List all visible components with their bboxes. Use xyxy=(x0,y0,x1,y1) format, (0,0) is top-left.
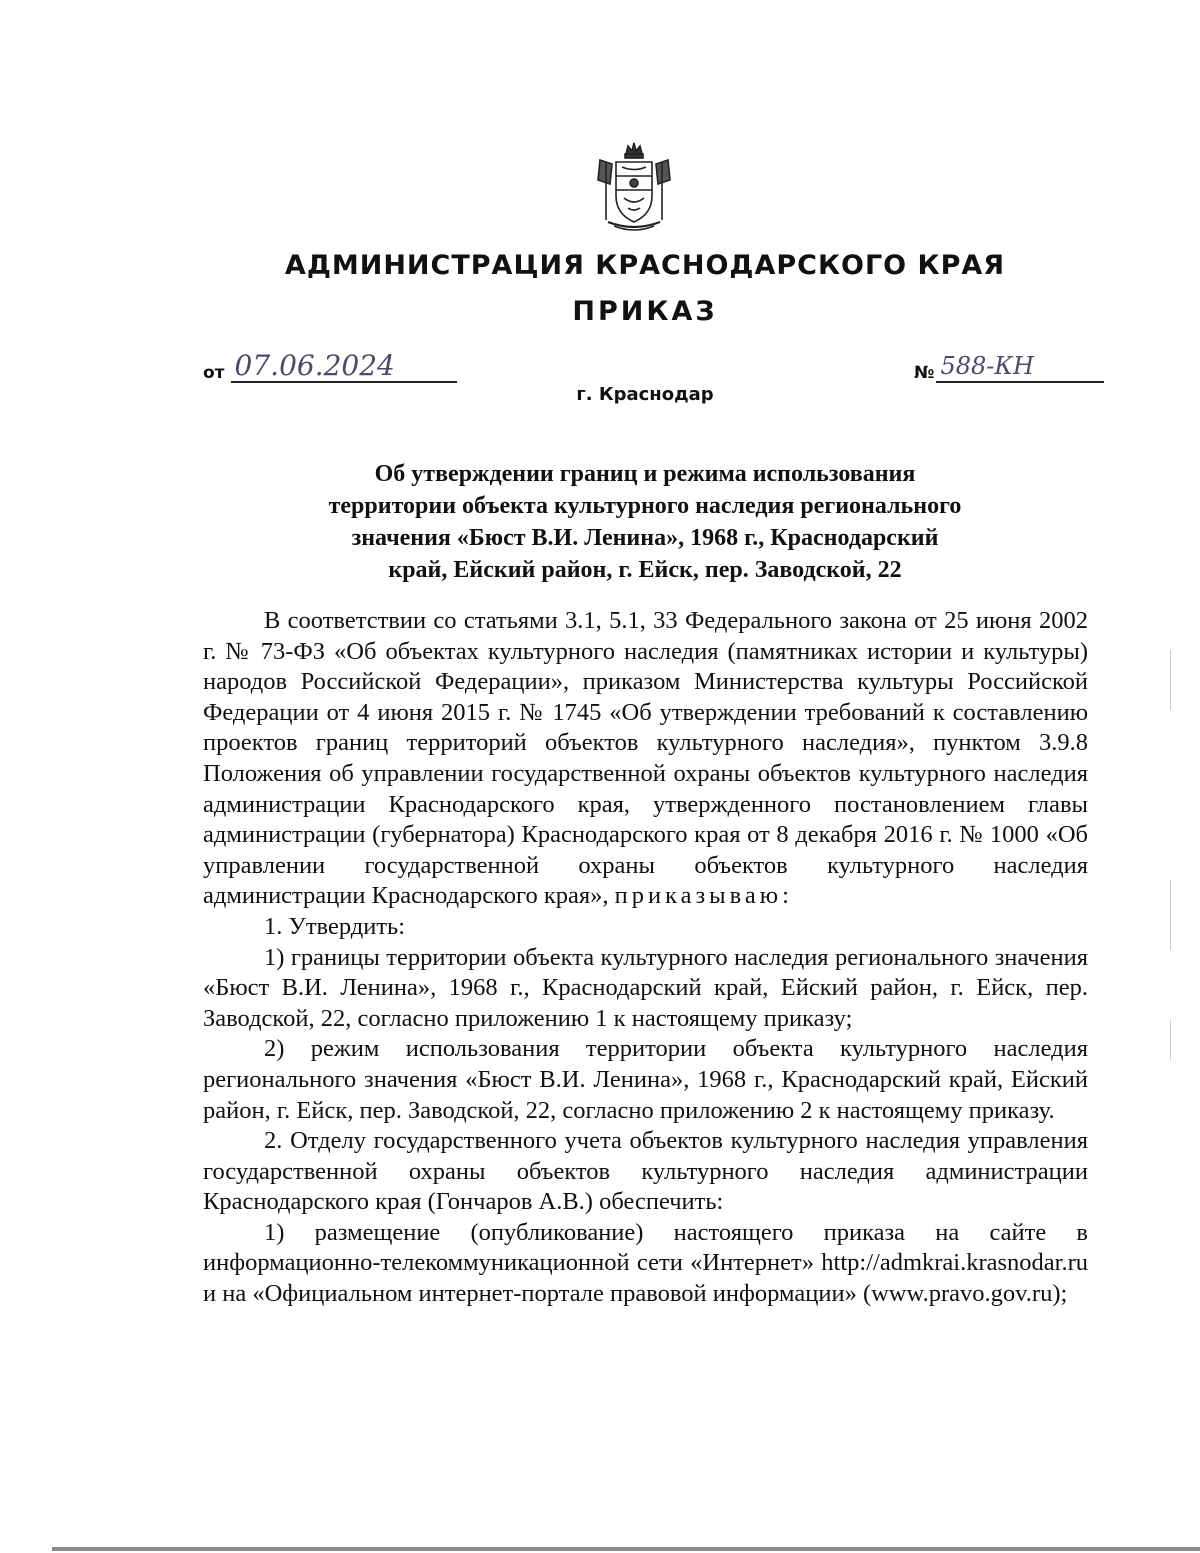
date-field xyxy=(203,349,457,383)
document-type: ПРИКАЗ xyxy=(572,296,718,327)
document-body xyxy=(203,606,1088,1310)
page-bottom-edge xyxy=(52,1547,1200,1551)
order-word: приказываю: xyxy=(614,882,793,910)
item-2: 2. Отделу государственного учета объектов культурного наследия управления государственной охраны объектов культурного наследия администрации Краснодарского края (Гончаров А.В.) обеспечить: xyxy=(203,1127,1088,1216)
number-prefix: № xyxy=(914,363,935,383)
handwritten-date: 07.06.2024 xyxy=(231,352,457,383)
title-line: территории объекта культурного наследия регионального xyxy=(328,493,962,519)
preamble-text: В соответствии со статьями 3.1, 5.1, 33 Федерального закона от 25 июня 2002 г. № 73-ФЗ «Об объектах культурного наследия (памятниках истории и культуры) народов Российской Федерации», приказом Министерства культуры Российской Федерации от 4 июня 2015 г. № 1745 «Об утверждении требований к составлению проектов границ территорий объектов культурного наследия», пунктом 3.9.8 Положения об управлении государственной охраны объектов культурного наследия администрации Краснодарского края, утвержденного постановлением главы администрации (губернатора) Краснодарского края от 8 декабря 2016 г. № 1000 «Об управлении государственной охраны объектов культурного наследия администрации Краснодарского края», xyxy=(203,607,1088,910)
scan-artifact xyxy=(1170,880,1171,950)
city-label: г. Краснодар xyxy=(576,384,714,405)
item-2-1: 1) размещение (опубликование) настоящего приказа на сайте в информационно-телекоммуникационной сети «Интернет» http://admkrai.krasnodar.ru и на «Официальном интернет-портале правовой информации» (www.pravo.gov.ru); xyxy=(203,1218,1088,1308)
document-title xyxy=(260,458,1030,586)
preamble-paragraph xyxy=(203,606,1088,912)
organization-name: АДМИНИСТРАЦИЯ КРАСНОДАРСКОГО КРАЯ xyxy=(284,250,1006,281)
item-1: 1. Утвердить: xyxy=(264,912,406,940)
number-field xyxy=(914,352,1104,383)
coat-of-arms-icon xyxy=(592,140,676,232)
item-1-1: 1) границы территории объекта культурного наследия регионального значения «Бюст В.И. Ленина», 1968 г., Краснодарский край, Ейский район, г. Ейск, пер. Заводской, 22, согласно приложению 1 к настоящему приказу; xyxy=(203,943,1088,1032)
scan-artifact xyxy=(1170,1020,1171,1060)
title-line: значения «Бюст В.И. Ленина», 1968 г., Краснодарский xyxy=(351,525,939,551)
title-line: край, Ейский район, г. Ейск, пер. Заводской, 22 xyxy=(388,557,902,583)
handwritten-number: 588-КН xyxy=(936,352,1104,383)
item-1-2: 2) режим использования территории объекта культурного наследия регионального значения «Бюст В.И. Ленина», 1968 г., Краснодарский край, Ейский район, г. Ейск, пер. Заводской, 22, согласно приложению 2 к настоящему приказу. xyxy=(203,1035,1088,1124)
scan-artifact xyxy=(1170,650,1171,710)
title-line: Об утверждении границ и режима использования xyxy=(374,461,916,487)
date-prefix: от xyxy=(203,363,225,383)
